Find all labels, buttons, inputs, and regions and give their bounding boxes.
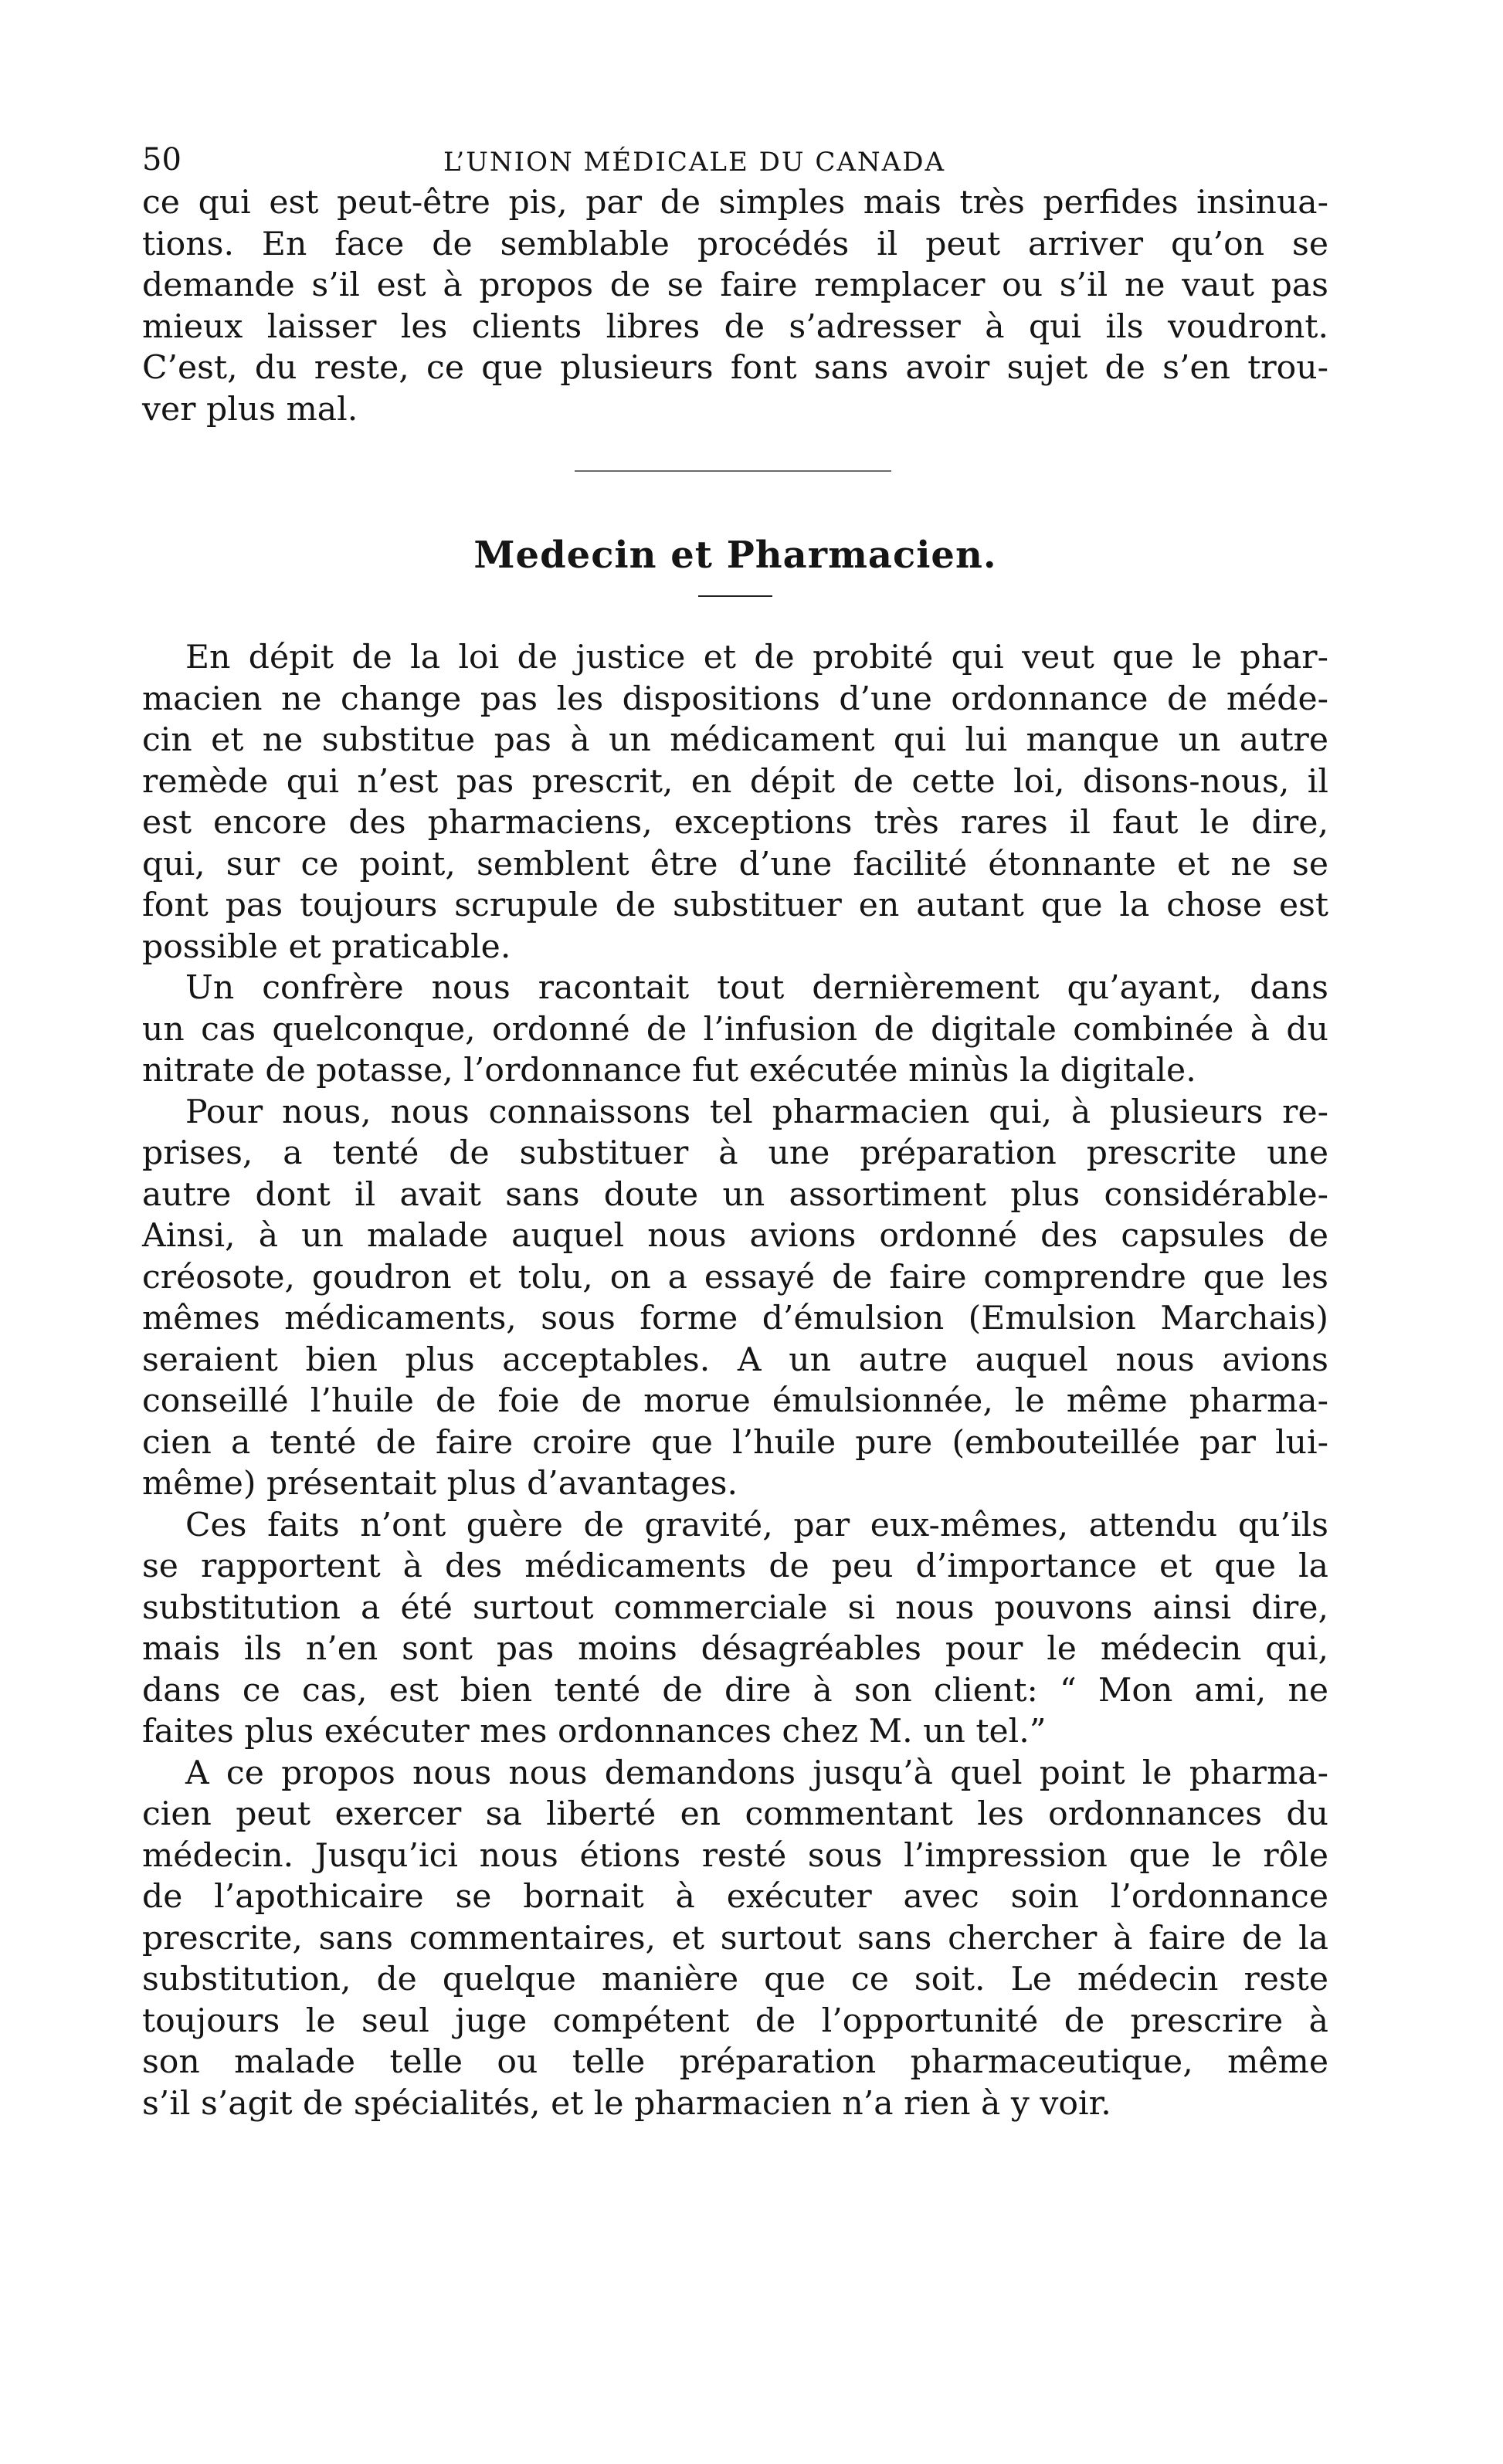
text-line: possible et praticable. bbox=[142, 927, 511, 966]
text-line: s’il s’agit de spécialités, et le pharmacien n’a rien à y voir. bbox=[142, 2084, 1111, 2123]
page bbox=[142, 137, 1328, 2124]
text-line: mêmes médicaments, sous forme d’émulsion (Emulsion Marchais) bbox=[142, 1300, 1328, 1337]
text-line: ce qui est peut-être pis, par de simples mais très perfides insinua- bbox=[142, 184, 1328, 222]
running-head bbox=[142, 137, 1328, 182]
text-line: prescrite, sans commentaires, et surtout sans chercher à faire de la bbox=[142, 1919, 1328, 1957]
text-line: autre dont il avait sans doute un assortiment plus considérable- bbox=[142, 1175, 1328, 1214]
text-line: conseillé l’huile de foie de morue émulsionnée, le même pharma- bbox=[142, 1382, 1328, 1420]
title-underline-rule bbox=[698, 595, 772, 597]
text-line: C’est, du reste, ce que plusieurs font sans avoir sujet de s’en trou- bbox=[142, 349, 1328, 387]
paragraph-2 bbox=[142, 968, 1328, 1092]
text-line: cin et ne substitue pas à un médicament qui lui manque un autre bbox=[142, 721, 1328, 759]
paragraph-1 bbox=[142, 637, 1328, 968]
text-line: tions. En face de semblable procédés il peut arriver qu’on se bbox=[142, 225, 1328, 263]
journal-title: L’UNION MÉDICALE DU CANADA bbox=[443, 147, 946, 178]
text-line: qui, sur ce point, semblent être d’une facilité étonnante et ne se bbox=[142, 845, 1328, 883]
section-title: Medecin et Pharmacien. bbox=[473, 534, 997, 577]
text-line: dans ce cas, est bien tenté de dire à son client: “ Mon ami, ne bbox=[142, 1671, 1328, 1710]
text-line: En dépit de la loi de justice et de probité qui veut que le phar- bbox=[185, 639, 1328, 676]
text-line: son malade telle ou telle préparation pharmaceutique, même bbox=[142, 2043, 1328, 2081]
text-line: Ainsi, à un malade auquel nous avions ordonné des capsules de bbox=[142, 1217, 1328, 1255]
text-line: de l’apothicaire se bornait à exécuter avec soin l’ordonnance bbox=[142, 1878, 1328, 1916]
text-line: substitution a été surtout commerciale si nous pouvons ainsi dire, bbox=[142, 1588, 1328, 1627]
text-line: demande s’il est à propos de se faire remplacer ou s’il ne vaut pas bbox=[142, 266, 1328, 304]
text-line: font pas toujours scrupule de substituer en autant que la chose est bbox=[142, 886, 1328, 924]
text-line: cien a tenté de faire croire que l’huile pure (embouteillée par lui- bbox=[142, 1423, 1328, 1462]
text-line: mieux laisser les clients libres de s’adresser à qui ils voudront. bbox=[142, 307, 1328, 346]
article-body bbox=[142, 637, 1328, 2124]
text-line: A ce propos nous nous demandons jusqu’à quel point le pharma- bbox=[185, 1754, 1328, 1792]
paragraph-5 bbox=[142, 1753, 1328, 2125]
text-line: substitution, de quelque manière que ce soit. Le médecin reste bbox=[142, 1961, 1328, 1998]
separator-rule bbox=[575, 470, 891, 472]
text-line: toujours le seul juge compétent de l’opportunité de prescrire à bbox=[142, 2001, 1328, 2040]
text-line: macien ne change pas les dispositions d’une ordonnance de méde- bbox=[142, 680, 1328, 718]
text-line: Pour nous, nous connaissons tel pharmacien qui, à plusieurs re- bbox=[185, 1093, 1328, 1131]
intro-paragraph bbox=[142, 182, 1328, 430]
text-line: ver plus mal. bbox=[142, 390, 358, 429]
text-line: médecin. Jusqu’ici nous étions resté sous l’impression que le rôle bbox=[142, 1836, 1328, 1875]
paragraph-3 bbox=[142, 1092, 1328, 1505]
text-line: Un confrère nous racontait tout dernièrement qu’ayant, dans bbox=[185, 969, 1328, 1007]
text-line: est encore des pharmaciens, exceptions très rares il faut le dire, bbox=[142, 804, 1328, 842]
page-number: 50 bbox=[142, 142, 182, 178]
text-line: un cas quelconque, ordonné de l’infusion de digitale combinée à du bbox=[142, 1010, 1328, 1049]
text-line: se rapportent à des médicaments de peu d’importance et que la bbox=[142, 1547, 1328, 1585]
text-line: seraient bien plus acceptables. A un autre auquel nous avions bbox=[142, 1340, 1328, 1379]
text-line: nitrate de potasse, l’ordonnance fut exécutée minùs la digitale. bbox=[142, 1052, 1196, 1090]
text-line: même) présentait plus d’avantages. bbox=[142, 1465, 738, 1503]
text-line: Ces faits n’ont guère de gravité, par eux-mêmes, attendu qu’ils bbox=[185, 1506, 1328, 1544]
text-line: cien peut exercer sa liberté en commentant les ordonnances du bbox=[142, 1795, 1328, 1833]
text-line: remède qui n’est pas prescrit, en dépit de cette loi, disons-nous, il bbox=[142, 762, 1328, 801]
paragraph-4 bbox=[142, 1505, 1328, 1753]
text-line: faites plus exécuter mes ordonnances chez M. un tel.” bbox=[142, 1713, 1047, 1751]
text-line: prises, a tenté de substituer à une préparation prescrite une bbox=[142, 1134, 1328, 1172]
text-line: créosote, goudron et tolu, on a essayé de faire comprendre que les bbox=[142, 1258, 1328, 1296]
text-line: mais ils n’en sont pas moins désagréables pour le médecin qui, bbox=[142, 1630, 1328, 1668]
